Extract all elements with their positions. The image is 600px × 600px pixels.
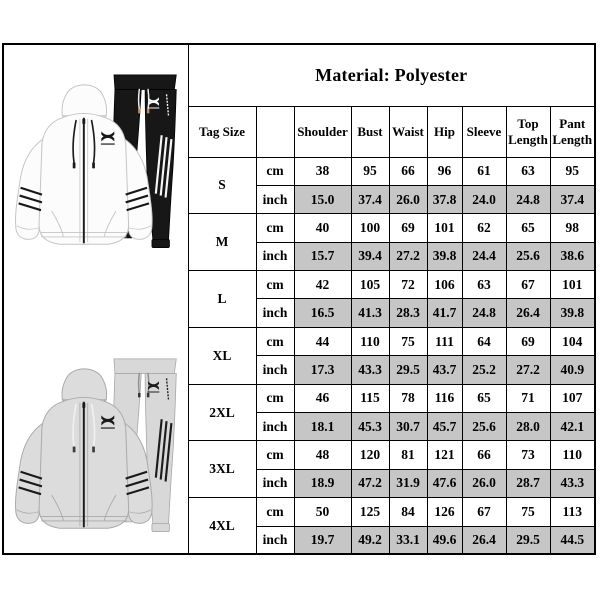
cell-l-inch-1: 41.3	[351, 299, 389, 327]
unit-label-inch: inch	[256, 526, 294, 554]
cell-s-inch-1: 37.4	[351, 185, 389, 213]
cell-xl-cm-5: 69	[506, 327, 550, 355]
cell-2xl-cm-5: 71	[506, 384, 550, 412]
cell-s-inch-2: 26.0	[389, 185, 427, 213]
cell-l-inch-6: 39.8	[550, 299, 595, 327]
cell-2xl-cm-3: 116	[427, 384, 462, 412]
cell-4xl-inch-5: 29.5	[506, 526, 550, 554]
cell-3xl-inch-4: 26.0	[462, 469, 506, 497]
unit-label-cm: cm	[256, 384, 294, 412]
cell-s-cm-3: 96	[427, 157, 462, 185]
cell-s-cm-6: 95	[550, 157, 595, 185]
cell-s-inch-0: 15.0	[294, 185, 351, 213]
unit-label-inch: inch	[256, 242, 294, 270]
cell-s-inch-3: 37.8	[427, 185, 462, 213]
cell-2xl-cm-1: 115	[351, 384, 389, 412]
cell-2xl-inch-5: 28.0	[506, 413, 550, 441]
cell-m-inch-1: 39.4	[351, 242, 389, 270]
cell-3xl-inch-1: 47.2	[351, 469, 389, 497]
cell-l-inch-5: 26.4	[506, 299, 550, 327]
cell-m-cm-1: 100	[351, 214, 389, 242]
cell-m-inch-5: 25.6	[506, 242, 550, 270]
cell-4xl-inch-2: 33.1	[389, 526, 427, 554]
cell-l-inch-3: 41.7	[427, 299, 462, 327]
unit-label-inch: inch	[256, 299, 294, 327]
cell-xl-cm-2: 75	[389, 327, 427, 355]
cell-m-inch-2: 27.2	[389, 242, 427, 270]
unit-label-cm: cm	[256, 327, 294, 355]
cell-2xl-inch-6: 42.1	[550, 413, 595, 441]
cell-s-cm-4: 61	[462, 157, 506, 185]
cell-s-inch-4: 24.0	[462, 185, 506, 213]
cell-3xl-inch-0: 18.9	[294, 469, 351, 497]
cell-s-cm-1: 95	[351, 157, 389, 185]
product-photo-gray-set	[5, 339, 186, 553]
cell-3xl-cm-1: 120	[351, 441, 389, 469]
cell-l-cm-1: 105	[351, 271, 389, 299]
cell-xl-cm-1: 110	[351, 327, 389, 355]
cell-xl-inch-2: 29.5	[389, 356, 427, 384]
material-header: Material: Polyester	[188, 44, 595, 106]
cell-4xl-cm-3: 126	[427, 498, 462, 526]
unit-label-cm: cm	[256, 214, 294, 242]
cell-s-cm-5: 63	[506, 157, 550, 185]
cell-3xl-cm-4: 66	[462, 441, 506, 469]
column-header-shoulder: Shoulder	[294, 106, 351, 157]
cell-4xl-inch-3: 49.6	[427, 526, 462, 554]
cell-3xl-cm-6: 110	[550, 441, 595, 469]
unit-column-header	[256, 106, 294, 157]
unit-label-inch: inch	[256, 185, 294, 213]
cell-m-inch-4: 24.4	[462, 242, 506, 270]
cell-s-inch-6: 37.4	[550, 185, 595, 213]
cell-m-cm-4: 62	[462, 214, 506, 242]
cell-xl-cm-3: 111	[427, 327, 462, 355]
column-header-sleeve: Sleeve	[462, 106, 506, 157]
cell-4xl-cm-0: 50	[294, 498, 351, 526]
cell-3xl-inch-3: 47.6	[427, 469, 462, 497]
cell-xl-inch-4: 25.2	[462, 356, 506, 384]
unit-label-cm: cm	[256, 498, 294, 526]
size-label-4xl: 4XL	[188, 498, 256, 555]
cell-4xl-cm-5: 75	[506, 498, 550, 526]
cell-m-cm-5: 65	[506, 214, 550, 242]
cell-2xl-inch-1: 45.3	[351, 413, 389, 441]
unit-label-inch: inch	[256, 469, 294, 497]
cell-m-inch-6: 38.6	[550, 242, 595, 270]
cell-2xl-cm-4: 65	[462, 384, 506, 412]
cell-2xl-inch-0: 18.1	[294, 413, 351, 441]
cell-s-cm-0: 38	[294, 157, 351, 185]
cell-s-cm-2: 66	[389, 157, 427, 185]
cell-3xl-inch-6: 43.3	[550, 469, 595, 497]
cell-xl-cm-4: 64	[462, 327, 506, 355]
cell-l-cm-5: 67	[506, 271, 550, 299]
product-photo-white-black-set	[5, 61, 186, 263]
cell-xl-inch-5: 27.2	[506, 356, 550, 384]
tag-size-header: Tag Size	[188, 106, 256, 157]
column-header-bust: Bust	[351, 106, 389, 157]
column-header-top-length: Top Length	[506, 106, 550, 157]
unit-label-cm: cm	[256, 441, 294, 469]
size-label-m: M	[188, 214, 256, 271]
cell-m-cm-3: 101	[427, 214, 462, 242]
column-header-pant-length: Pant Length	[550, 106, 595, 157]
cell-4xl-inch-4: 26.4	[462, 526, 506, 554]
unit-label-inch: inch	[256, 356, 294, 384]
cell-m-cm-2: 69	[389, 214, 427, 242]
cell-2xl-inch-2: 30.7	[389, 413, 427, 441]
size-label-s: S	[188, 157, 256, 214]
cell-4xl-cm-6: 113	[550, 498, 595, 526]
material-row	[3, 44, 595, 106]
size-label-xl: XL	[188, 327, 256, 384]
cell-2xl-cm-2: 78	[389, 384, 427, 412]
cell-3xl-inch-5: 28.7	[506, 469, 550, 497]
cell-xl-cm-6: 104	[550, 327, 595, 355]
unit-label-cm: cm	[256, 157, 294, 185]
cell-2xl-inch-4: 25.6	[462, 413, 506, 441]
cell-m-cm-6: 98	[550, 214, 595, 242]
cell-xl-cm-0: 44	[294, 327, 351, 355]
cell-xl-inch-0: 17.3	[294, 356, 351, 384]
cell-l-cm-6: 101	[550, 271, 595, 299]
cell-4xl-cm-4: 67	[462, 498, 506, 526]
cell-l-inch-4: 24.8	[462, 299, 506, 327]
cell-l-inch-2: 28.3	[389, 299, 427, 327]
cell-l-cm-4: 63	[462, 271, 506, 299]
unit-label-inch: inch	[256, 413, 294, 441]
cell-3xl-cm-0: 48	[294, 441, 351, 469]
size-label-l: L	[188, 271, 256, 328]
column-header-hip: Hip	[427, 106, 462, 157]
cell-xl-inch-3: 43.7	[427, 356, 462, 384]
size-label-2xl: 2XL	[188, 384, 256, 441]
cell-m-inch-0: 15.7	[294, 242, 351, 270]
cell-2xl-inch-3: 45.7	[427, 413, 462, 441]
cell-s-inch-5: 24.8	[506, 185, 550, 213]
cell-4xl-cm-1: 125	[351, 498, 389, 526]
cell-4xl-inch-1: 49.2	[351, 526, 389, 554]
size-chart-table	[2, 43, 596, 555]
cell-3xl-cm-5: 73	[506, 441, 550, 469]
cell-4xl-inch-6: 44.5	[550, 526, 595, 554]
cell-l-inch-0: 16.5	[294, 299, 351, 327]
cell-l-cm-2: 72	[389, 271, 427, 299]
cell-4xl-inch-0: 19.7	[294, 526, 351, 554]
product-photos-cell	[3, 44, 188, 554]
cell-l-cm-3: 106	[427, 271, 462, 299]
cell-xl-inch-6: 40.9	[550, 356, 595, 384]
cell-2xl-cm-0: 46	[294, 384, 351, 412]
cell-4xl-cm-2: 84	[389, 498, 427, 526]
cell-3xl-cm-3: 121	[427, 441, 462, 469]
size-label-3xl: 3XL	[188, 441, 256, 498]
unit-label-cm: cm	[256, 271, 294, 299]
cell-m-cm-0: 40	[294, 214, 351, 242]
cell-3xl-cm-2: 81	[389, 441, 427, 469]
cell-l-cm-0: 42	[294, 271, 351, 299]
cell-2xl-cm-6: 107	[550, 384, 595, 412]
cell-xl-inch-1: 43.3	[351, 356, 389, 384]
cell-m-inch-3: 39.8	[427, 242, 462, 270]
column-header-waist: Waist	[389, 106, 427, 157]
cell-3xl-inch-2: 31.9	[389, 469, 427, 497]
